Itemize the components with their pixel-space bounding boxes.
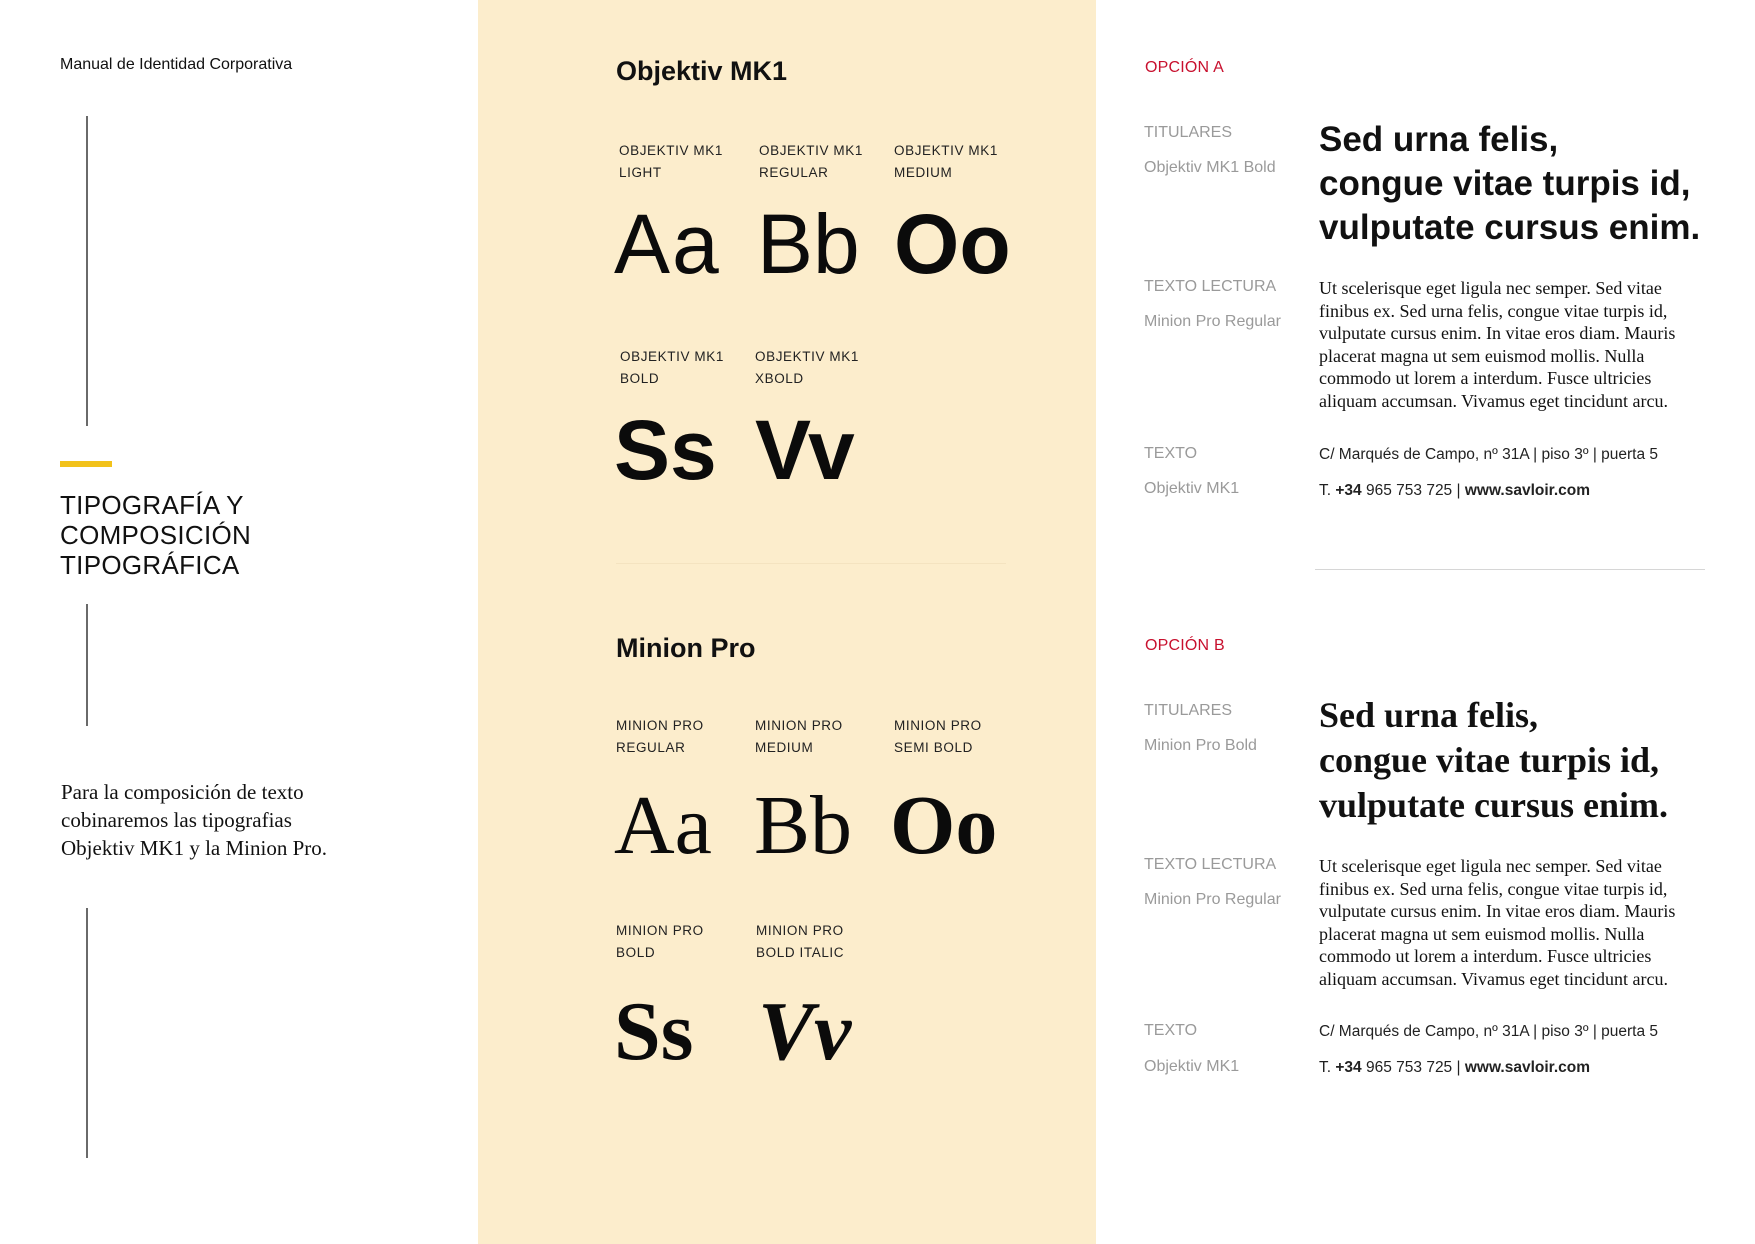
weight-label: MINION PRO BOLD bbox=[616, 923, 704, 960]
font-note: Minion Pro Regular bbox=[1144, 313, 1281, 330]
weight-label: OBJEKTIV MK1 BOLD bbox=[620, 349, 724, 386]
vertical-rule bbox=[86, 908, 88, 1158]
intro-line: Objektiv MK1 y la Minion Pro. bbox=[61, 836, 327, 860]
glyph-sample: Vv bbox=[758, 985, 852, 1078]
headline-sample: Sed urna felis, congue vitae turpis id, vulputate cursus enim. bbox=[1319, 120, 1701, 247]
body-sample: Ut scelerisque eget ligula nec semper. Sed vitae finibus ex. Sed urna felis, congue vitae turpis id, vulputate cursus enim. In vitae eros diam. Mauris placerat magna ut sem euismod mollis. Nulla commodo ut lorem a interdum. Fusce ultricies aliquam accumsan. Vivamus eget tincidunt arcu. bbox=[1319, 856, 1676, 989]
weight-label: OBJEKTIV MK1 MEDIUM bbox=[894, 143, 998, 180]
vertical-rule bbox=[86, 116, 88, 426]
weight-label: OBJEKTIV MK1 XBOLD bbox=[755, 349, 859, 386]
weight-label: OBJEKTIV MK1 REGULAR bbox=[759, 143, 863, 180]
manual-title: Manual de Identidad Corporativa bbox=[60, 56, 293, 73]
font-note: Minion Pro Bold bbox=[1144, 737, 1257, 754]
option-a-label: OPCIÓN A bbox=[1145, 59, 1224, 76]
glyph-sample: Vv bbox=[755, 403, 852, 497]
weight-label: MINION PRO BOLD ITALIC bbox=[756, 923, 845, 960]
glyph-sample: Aa bbox=[614, 779, 712, 872]
glyph-sample: Ss bbox=[614, 403, 717, 497]
glyph-sample: Bb bbox=[757, 197, 860, 291]
glyph-sample: Oo bbox=[894, 197, 1011, 291]
address-line: C/ Marqués de Campo, nº 31A | piso 3º | puerta 5 bbox=[1319, 1023, 1659, 1040]
glyph-sample: Aa bbox=[614, 197, 721, 291]
contact-line: T. +34 965 753 725 | www.savloir.com bbox=[1319, 1059, 1591, 1076]
section-title-line: COMPOSICIÓN bbox=[60, 520, 252, 550]
font-note: Objektiv MK1 Bold bbox=[1144, 159, 1276, 176]
contact-line: T. +34 965 753 725 | www.savloir.com bbox=[1319, 482, 1591, 499]
weight-label: OBJEKTIV MK1 LIGHT bbox=[619, 143, 723, 180]
role-label: TEXTO bbox=[1144, 1022, 1198, 1039]
font-note: Minion Pro Regular bbox=[1144, 891, 1281, 908]
glyph-sample: Oo bbox=[890, 779, 998, 872]
role-label: TITULARES bbox=[1144, 702, 1233, 719]
glyph-sample: Bb bbox=[754, 779, 853, 872]
role-label: TEXTO LECTURA bbox=[1144, 278, 1277, 295]
font-note: Objektiv MK1 bbox=[1144, 1058, 1240, 1075]
section-title-line: TIPOGRÁFICA bbox=[60, 550, 240, 580]
intro-text bbox=[61, 778, 401, 862]
option-b-label: OPCIÓN B bbox=[1145, 637, 1225, 654]
accent-bar bbox=[60, 461, 112, 467]
role-label: TITULARES bbox=[1144, 124, 1233, 141]
role-label: TEXTO bbox=[1144, 445, 1198, 462]
body-sample: Ut scelerisque eget ligula nec semper. Sed vitae finibus ex. Sed urna felis, congue vitae turpis id, vulputate cursus enim. In vitae eros diam. Mauris placerat magna ut sem euismod mollis. Nulla commodo ut lorem a interdum. Fusce ultricies aliquam accumsan. Vivamus eget tincidunt arcu. bbox=[1319, 278, 1676, 411]
font-family-title: Objektiv MK1 bbox=[616, 56, 788, 86]
divider bbox=[1315, 569, 1705, 570]
vertical-rule bbox=[86, 604, 88, 726]
glyph-sample: Ss bbox=[614, 985, 694, 1078]
weight-label: MINION PRO REGULAR bbox=[616, 718, 704, 755]
role-label: TEXTO LECTURA bbox=[1144, 856, 1277, 873]
font-family-title: Minion Pro bbox=[616, 633, 756, 663]
font-note: Objektiv MK1 bbox=[1144, 480, 1240, 497]
section-title bbox=[60, 490, 251, 580]
weight-label: MINION PRO MEDIUM bbox=[755, 718, 843, 755]
intro-line: cobinaremos las tipografias bbox=[61, 808, 292, 832]
intro-line: Para la composición de texto bbox=[61, 780, 304, 804]
divider bbox=[616, 563, 1006, 564]
headline-sample: Sed urna felis, congue vitae turpis id, vulputate cursus enim. bbox=[1319, 695, 1669, 825]
address-line: C/ Marqués de Campo, nº 31A | piso 3º | puerta 5 bbox=[1319, 446, 1659, 463]
weight-label: MINION PRO SEMI BOLD bbox=[894, 718, 982, 755]
section-title-line: TIPOGRAFÍA Y bbox=[60, 490, 244, 520]
